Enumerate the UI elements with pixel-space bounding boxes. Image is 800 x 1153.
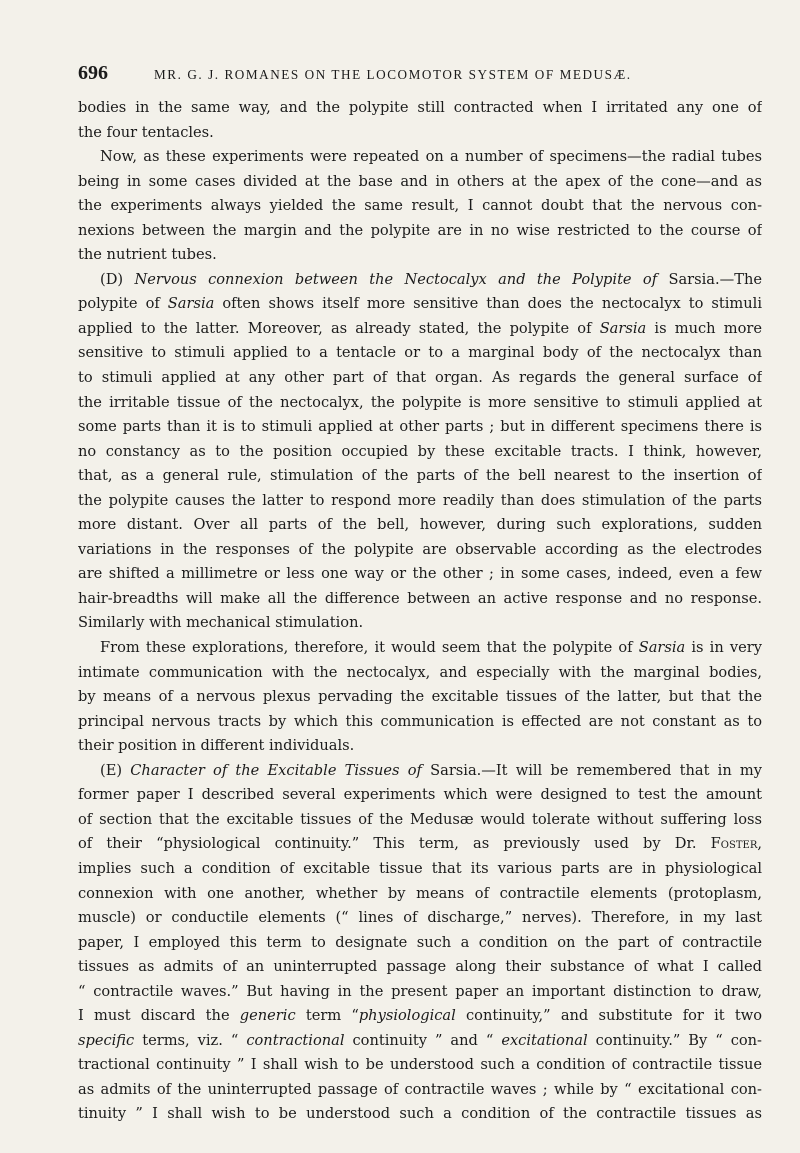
- text-line: [78, 1053, 762, 1078]
- text-line: [78, 194, 762, 219]
- text-span: “ contractile waves.” But having in the present paper an important distinction to draw,: [78, 982, 762, 1000]
- italic-text: Sarsia: [167, 295, 215, 313]
- text-span: paper, I employed this term to designate such a condition on the part of contractile: [78, 933, 762, 951]
- text-span: being in some cases divided at the base and in others at the apex of the cone—and as: [78, 172, 762, 190]
- text-line: [78, 931, 762, 956]
- text-line: [78, 243, 762, 268]
- text-line: [78, 685, 762, 710]
- text-line: [78, 219, 762, 244]
- text-span: their position in different individuals.: [78, 737, 355, 755]
- page-number: 696: [78, 62, 108, 84]
- text-span: the irritable tissue of the nectocalyx, the polypite is more sensitive to stimuli applied at: [78, 393, 762, 411]
- text-line: [78, 292, 762, 317]
- text-line: [78, 145, 762, 170]
- text-span: by means of a nervous plexus pervading the excitable tissues of the latter, but that the: [78, 688, 762, 706]
- text-span: Sarsia.—The: [657, 270, 762, 288]
- small-caps-text: Foster: [710, 835, 758, 853]
- body-text: [78, 96, 762, 1127]
- text-line: [78, 513, 762, 538]
- text-span: of their “physiological continuity.” This term, as previously used by Dr.: [78, 835, 711, 853]
- italic-text: Nervous connexion between the Nectocalyx and the Polypite of: [134, 270, 658, 288]
- text-span: the polypite causes the latter to respond more readily than does stimulation of the parts: [78, 491, 762, 509]
- text-span: terms, viz. “: [134, 1031, 247, 1049]
- text-span: that, as a general rule, stimulation of the parts of the bell nearest to the insertion of: [78, 467, 762, 485]
- text-span: of section that the excitable tissues of the Medusæ would tolerate without suffering loss: [78, 810, 762, 828]
- text-line: [78, 96, 762, 121]
- text-span: Similarly with mechanical stimulation.: [78, 614, 364, 632]
- text-span: bodies in the same way, and the polypite still contracted when I irritated any one of: [78, 99, 762, 116]
- page-header: [78, 62, 762, 96]
- text-span: ,: [757, 835, 762, 853]
- text-line: [78, 440, 762, 465]
- text-line: [78, 611, 762, 636]
- text-line: [78, 759, 762, 784]
- text-span: as admits of the uninterrupted passage of contractile waves ; while by “ excitational con-: [78, 1080, 762, 1098]
- text-span: muscle) or conductile elements (“ lines of discharge,” nerves). Therefore, in my last: [78, 909, 762, 927]
- text-line: [78, 587, 762, 612]
- text-line: [78, 366, 762, 391]
- text-line: [78, 1078, 762, 1103]
- text-span: hair-breadths will make all the difference between an active response and no response.: [78, 589, 762, 607]
- text-span: continuity.” By “ con-: [587, 1031, 762, 1049]
- italic-text: physiological: [358, 1007, 456, 1025]
- text-span: connexion with one another, whether by means of contractile elements (protoplasm,: [78, 884, 762, 902]
- text-span: (D): [100, 270, 135, 288]
- text-span: (E): [100, 761, 131, 779]
- italic-text: Character of the Excitable Tissues of: [130, 761, 422, 779]
- text-span: Sarsia.—It will be remembered that in my: [421, 761, 762, 779]
- text-span: to stimuli applied at any other part of that organ. As regards the general surface of: [78, 369, 762, 387]
- text-line: [78, 857, 762, 882]
- text-span: no constancy as to the position occupied by these excitable tracts. I think, however,: [78, 442, 762, 460]
- text-span: some parts than it is to stimuli applied at other parts ; but in different specimens there is: [78, 418, 762, 436]
- text-line: [78, 955, 762, 980]
- text-line: [78, 317, 762, 342]
- text-line: [78, 906, 762, 931]
- text-line: [78, 808, 762, 833]
- text-line: [78, 464, 762, 489]
- text-line: [78, 636, 762, 661]
- text-span: the experiments always yielded the same result, I cannot doubt that the nervous con-: [78, 197, 762, 215]
- text-line: [78, 562, 762, 587]
- text-line: [78, 832, 762, 857]
- text-span: applied to the latter. Moreover, as already stated, the polypite of: [78, 319, 600, 337]
- text-span: Now, as these experiments were repeated on a number of specimens—the radial tubes: [100, 148, 762, 166]
- text-span: are shifted a millimetre or less one way or the other ; in some cases, indeed, even a few: [78, 565, 762, 583]
- italic-text: Sarsia: [599, 319, 647, 337]
- text-span: is in very: [685, 639, 762, 657]
- text-span: term “: [295, 1007, 359, 1025]
- text-span: implies such a condition of excitable tissue that its various parts are in physiological: [78, 859, 762, 877]
- text-span: polypite of: [78, 295, 168, 313]
- text-line: [78, 489, 762, 514]
- text-line: [78, 710, 762, 735]
- text-line: [78, 734, 762, 759]
- text-span: variations in the responses of the polypite are observable according as the electrodes: [78, 540, 762, 558]
- text-span: sensitive to stimuli applied to a tentacle or to a marginal body of the nectocalyx than: [78, 344, 762, 362]
- text-span: intimate communication with the nectocalyx, and especially with the marginal bodies,: [78, 663, 762, 681]
- text-span: continuity,” and substitute for it two: [455, 1007, 762, 1025]
- text-line: [78, 170, 762, 195]
- text-span: the four tentacles.: [78, 123, 214, 141]
- text-line: [78, 121, 762, 146]
- text-span: tissues as admits of an uninterrupted passage along their substance of what I called: [78, 958, 762, 976]
- text-line: [78, 980, 762, 1005]
- text-span: From these explorations, therefore, it would seem that the polypite of: [100, 639, 639, 657]
- text-line: [78, 882, 762, 907]
- text-span: tractional continuity ” I shall wish to be understood such a condition of contractile tissue: [78, 1056, 762, 1074]
- text-line: [78, 661, 762, 686]
- italic-text: excitational: [501, 1031, 588, 1049]
- text-span: the nutrient tubes.: [78, 246, 217, 264]
- text-line: [78, 341, 762, 366]
- text-span: former paper I described several experiments which were designed to test the amount: [78, 786, 762, 804]
- text-span: is much more: [646, 319, 762, 337]
- text-span: continuity ” and “: [344, 1031, 502, 1049]
- text-span: more distant. Over all parts of the bell, however, during such explorations, sudden: [78, 516, 762, 534]
- text-span: often shows itself more sensitive than does the nectocalyx to stimuli: [214, 295, 762, 313]
- text-span: tinuity ” I shall wish to be understood such a condition of the contractile tissues as: [78, 1105, 762, 1123]
- text-line: [78, 538, 762, 563]
- italic-text: contractional: [246, 1031, 345, 1049]
- running-title: MR. G. J. ROMANES ON THE LOCOMOTOR SYSTEM OF MEDUSÆ.: [154, 67, 632, 82]
- text-line: [78, 1102, 762, 1127]
- document-page: [78, 62, 762, 1127]
- text-line: [78, 1029, 762, 1054]
- italic-text: specific: [78, 1031, 135, 1049]
- text-span: I must discard the: [78, 1007, 240, 1025]
- text-line: [78, 415, 762, 440]
- text-line: [78, 783, 762, 808]
- text-span: nexions between the margin and the polypite are in no wise restricted to the course of: [78, 221, 762, 239]
- text-span: principal nervous tracts by which this communication is effected are not constant as to: [78, 712, 762, 730]
- italic-text: generic: [239, 1007, 296, 1025]
- text-line: [78, 1004, 762, 1029]
- text-line: [78, 268, 762, 293]
- italic-text: Sarsia: [638, 639, 686, 657]
- text-line: [78, 391, 762, 416]
